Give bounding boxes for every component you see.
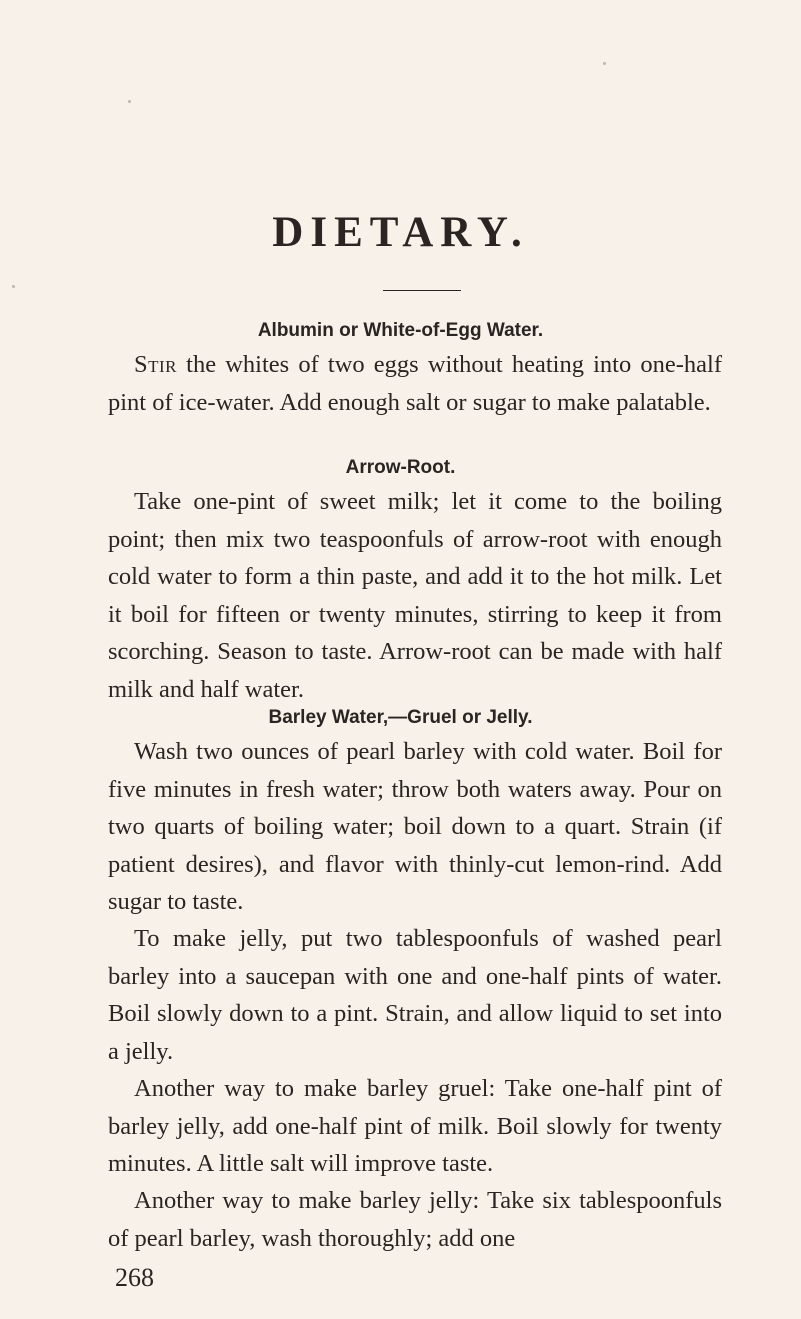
paragraph-barley-jelly: To make jelly, put two tablespoonfuls of washed pearl barley into a saucepan with one and one-half pints of water. Boil slowly down to a pint. Strain, and allow liquid to set into a jelly.	[108, 925, 722, 1065]
paper-speck	[603, 62, 606, 65]
section-heading-albumin: Albumin or White-of-Egg Water.	[257, 320, 544, 341]
page-title: DIETARY.	[272, 209, 529, 256]
paragraph-barley-wash: Wash two ounces of pearl barley with cold water. Boil for five minutes in fresh water; throw both waters away. Pour on two quarts of boiling water; boil down to a quart. Strain (if patient desires), and flavor with thinly-cut lemon-rind. Add sugar to taste.	[108, 738, 722, 915]
paragraph-text: the whites of two eggs without heating into one-half pint of ice-water. Add enough salt or sugar to make palatable.	[108, 351, 722, 416]
paragraph-lead-word: Stir	[134, 351, 178, 378]
paragraph-barley-jelly-alt: Another way to make barley jelly: Take six tablespoonfuls of pearl barley, wash thoroughly; add one	[108, 1187, 722, 1252]
paper-speck	[128, 100, 131, 103]
paragraph-barley-gruel: Another way to make barley gruel: Take one-half pint of barley jelly, add one-half pint of milk. Boil slowly for twenty minutes. A little salt will improve taste.	[108, 1075, 722, 1177]
paper-speck	[12, 285, 15, 288]
page-number: 268	[115, 1263, 154, 1292]
section-heading-arrow-root: Arrow-Root.	[345, 457, 456, 478]
paragraph-arrow-root: Take one-pint of sweet milk; let it come to the boiling point; then mix two teaspoonfuls of arrow-root with enough cold water to form a thin paste, and add it to the hot milk. Let it boil for fifteen or twenty minutes, stirring to keep it from scorching. Season to taste. Arrow-root can be made with half milk and half water.	[108, 488, 722, 703]
section-heading-barley-water: Barley Water,—Gruel or Jelly.	[268, 707, 533, 728]
title-divider	[383, 290, 461, 291]
paragraph-albumin	[108, 346, 722, 421]
